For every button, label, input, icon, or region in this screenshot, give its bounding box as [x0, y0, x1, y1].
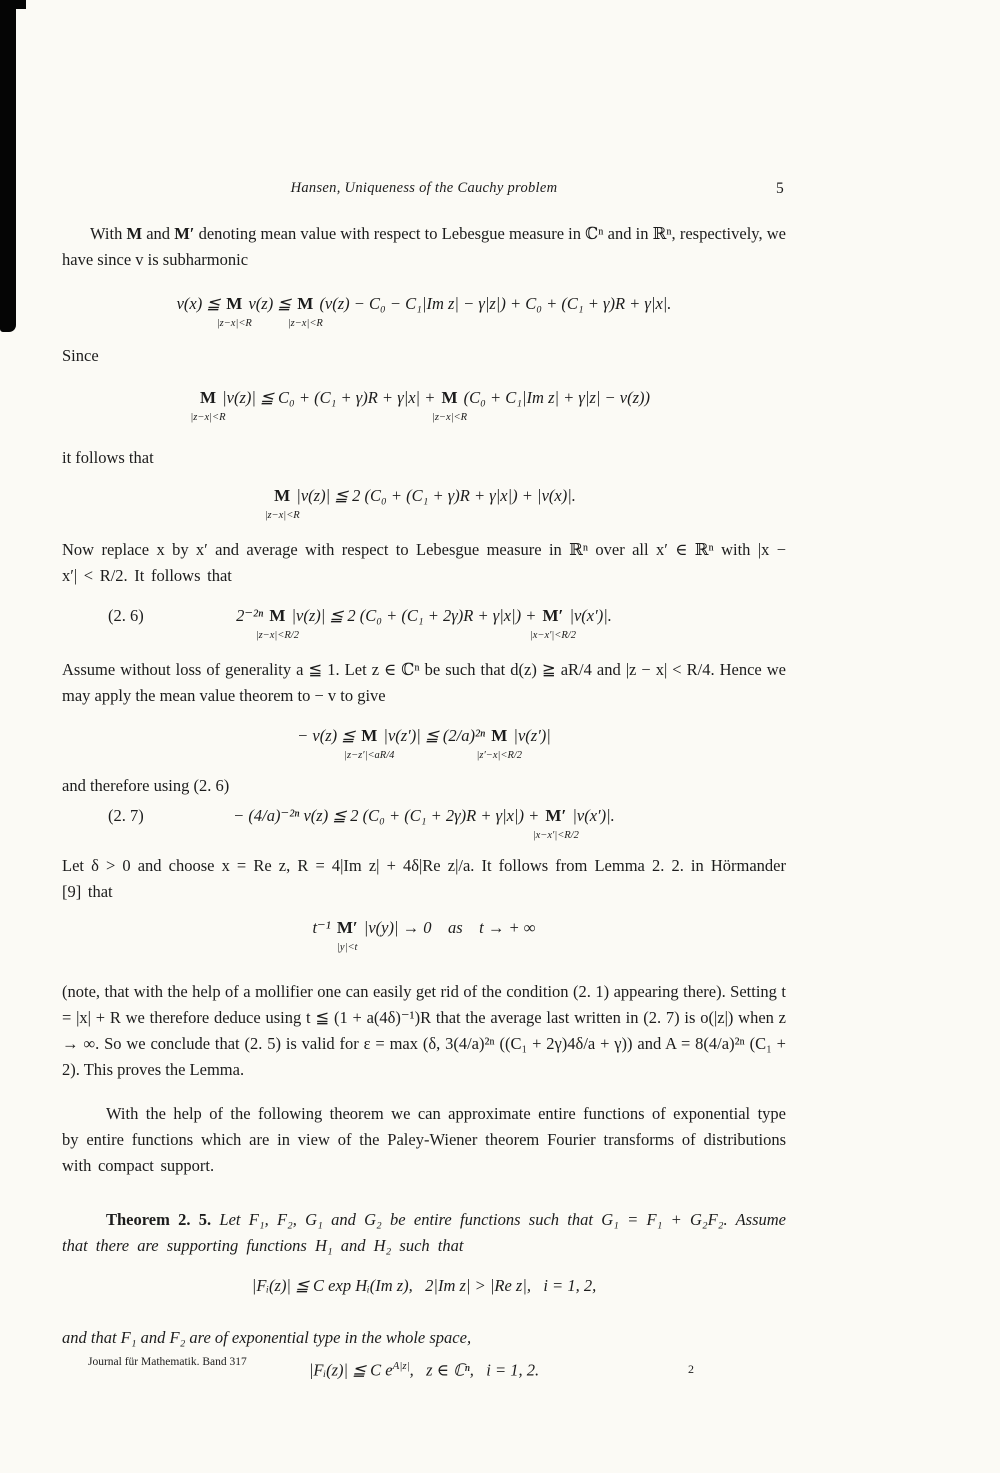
operator-symbol: M	[226, 294, 243, 313]
scan-artifact-corner	[0, 0, 26, 9]
page-content	[62, 178, 786, 1398]
running-header	[62, 178, 786, 199]
formula-superscript: A|z|	[392, 1360, 410, 1372]
operator-symbol: M	[297, 294, 314, 313]
paragraph-choose-delta: Let δ > 0 and choose x = Re z, R = 4|Im z| + 4δ|Re z|/a. It follows from Lemma 2. 2. in Hörmander [9] that	[62, 856, 786, 901]
operator-symbol: M	[274, 486, 291, 505]
formula-text: − v(z) ≦	[297, 726, 360, 745]
formula-text: t⁻¹	[312, 918, 335, 937]
paragraph-text: and	[142, 224, 175, 243]
operator-limit: |z′−x|<R/2	[476, 750, 523, 761]
paragraph-paley-wiener: With the help of the following theorem we can approximate entire functions of exponential type by entire functions which are in view of the Paley-Wiener theorem Fourier transforms of distributions with compact support.	[62, 1104, 786, 1175]
operator-symbol: M′	[545, 806, 567, 825]
formula-text: (v(z) − C₀ − C₁|Im z| − γ|z|) + C₀ + (C₁ + γ)R + γ|x|.	[315, 294, 672, 313]
formula-2-7	[62, 805, 786, 843]
paragraph-assume: Assume without loss of generality a ≦ 1. Let z ∈ ℂⁿ be such that d(z) ≧ aR/4 and |z − x| < R/4. Hence we may apply the mean value theorem to − v to give	[62, 660, 786, 705]
operator-limit: |z−x|<R	[190, 412, 226, 423]
operator-limit: |x−x′|<R/2	[532, 830, 579, 841]
operator-symbol: M	[199, 388, 216, 407]
theorem-body: Let F₁, F₂, G₁ and G₂ be entire functions such that G₁ = F₁ + G₂F₂. Assume that there are supporting functions H₁ and H₂ such that	[62, 1210, 786, 1255]
equation-number: (2. 7)	[108, 806, 144, 825]
operator-limit: |z−x|<R	[264, 510, 300, 521]
formula-text: |v(z)| ≦ 2 (C₀ + (C₁ + 2γ)R + γ|x|) +	[287, 606, 541, 625]
paragraph-text: denoting mean value with respect to Lebesgue measure in ℂⁿ and in ℝⁿ, respectively, we have since v is subharmonic	[62, 224, 786, 269]
formula-text: v(x) ≦	[176, 294, 225, 313]
mean-value-operator	[190, 387, 226, 423]
formula-text: v(z) ≦	[244, 294, 296, 313]
formula-supporting-functions	[62, 1275, 786, 1313]
operator-symbol: M′	[336, 918, 358, 937]
paragraph-text: With	[90, 224, 127, 243]
operator-limit: |z−x|<R	[287, 318, 323, 329]
formula-mean-bound	[62, 387, 786, 425]
mean-value-operator	[287, 293, 323, 329]
formula-text: |v(x′)|.	[568, 806, 615, 825]
theorem-label: Theorem 2. 5.	[106, 1210, 212, 1229]
footer-signature-mark: 2	[688, 1362, 694, 1376]
paragraph-therefore: and therefore using (2. 6)	[62, 776, 230, 795]
operator-limit: |y|<t	[337, 942, 358, 953]
footer-journal: Journal für Mathematik. Band 317	[88, 1356, 247, 1368]
operator-symbol: M′	[542, 606, 564, 625]
operator-symbol: M	[491, 726, 508, 745]
operator-limit: |x−x′|<R/2	[529, 630, 576, 641]
equation-number: (2. 6)	[108, 606, 144, 625]
paragraph-since: Since	[62, 346, 99, 365]
paragraph-replace-x: Now replace x by x′ and average with respect to Lebesgue measure in ℝⁿ over all x′ ∈ ℝⁿ with |x − x′| < R/2. It follows that	[62, 540, 786, 585]
formula-text: (C₀ + C₁|Im z| + γ|z| − v(z))	[459, 388, 651, 407]
formula-2-6	[62, 605, 786, 643]
theorem-2-5	[62, 1207, 786, 1259]
operator-limit: |z−x|<R/2	[255, 630, 299, 641]
formula-text: |Fᵢ(z)| ≦ C e	[308, 1360, 393, 1380]
paragraph-note-mollifier: (note, that with the help of a mollifier one can easily get rid of the condition (2. 1) appearing there). Setting t = |x| + R we therefore deduce using t ≦ (1 + a(4δ)⁻¹)R that the average last written in (2. 7) is o(|z|) when z → ∞. So we conclude that (2. 5) is valid for ε = max (δ, 3(4/a)²ⁿ ((C₁ + 2γ)4δ/a + γ)) and A = 8(4/a)²ⁿ (C₁ + 2). This proves the Lemma.	[62, 982, 786, 1079]
formula-text: |v(y)| → 0 as t → + ∞	[359, 918, 536, 937]
mean-value-operator	[431, 387, 468, 423]
operator-symbol: M	[441, 388, 458, 407]
operator-symbol: M	[361, 726, 378, 745]
formula-text: , z ∈ ℂⁿ, i = 1, 2.	[409, 1360, 540, 1380]
formula-text: − (4/a)⁻²ⁿ v(z) ≦ 2 (C₀ + (C₁ + 2γ)R + γ|x|) +	[233, 806, 544, 825]
running-title: Hansen, Uniqueness of the Cauchy problem	[290, 180, 558, 196]
formula-text: |v(z)| ≦ C₀ + (C₁ + γ)R + γ|x| +	[217, 388, 440, 407]
mean-value-prime-operator	[529, 605, 576, 641]
formula-text: |v(z)| ≦ 2 (C₀ + (C₁ + γ)R + γ|x|) + |v(x)|.	[292, 486, 576, 505]
operator-limit: |z−z′|<aR/4	[344, 750, 395, 761]
mean-value-operator	[344, 725, 395, 761]
formula-limit-zero	[62, 917, 786, 955]
formula-text: 2⁻²ⁿ	[236, 606, 268, 625]
mean-value-prime-operator	[336, 917, 358, 953]
mean-value-operator	[216, 293, 252, 329]
mean-value-prime-symbol: M′	[174, 224, 195, 243]
formula-subharmonic-estimate	[62, 293, 786, 331]
mean-value-symbol: M	[126, 224, 143, 243]
paragraph-exponential-type: and that F₁ and F₂ are of exponential type in the whole space,	[62, 1328, 472, 1347]
operator-limit: |z−x|<R	[216, 318, 252, 329]
scan-artifact-bar	[0, 0, 16, 332]
formula-text: |v(x′)|.	[565, 606, 612, 625]
paragraph-it-follows: it follows that	[62, 448, 154, 467]
operator-limit: |z−x|<R	[431, 412, 468, 423]
formula-text: |v(z′)|	[509, 726, 551, 745]
mean-value-operator	[255, 605, 299, 641]
formula-text: |v(z′)| ≦ (2/a)²ⁿ	[379, 726, 490, 745]
page-number: 5	[775, 180, 784, 197]
mean-value-operator	[476, 725, 523, 761]
mean-value-operator	[264, 485, 300, 521]
operator-symbol: M	[269, 606, 286, 625]
paragraph-intro	[62, 221, 786, 273]
mean-value-prime-operator	[532, 805, 579, 841]
formula-minus-v-bound	[62, 725, 786, 763]
formula-text: |Fᵢ(z)| ≦ C exp Hᵢ(Im z), 2|Im z| > |Re z|, i = 1, 2,	[251, 1276, 597, 1295]
formula-doubled-bound	[62, 485, 786, 523]
